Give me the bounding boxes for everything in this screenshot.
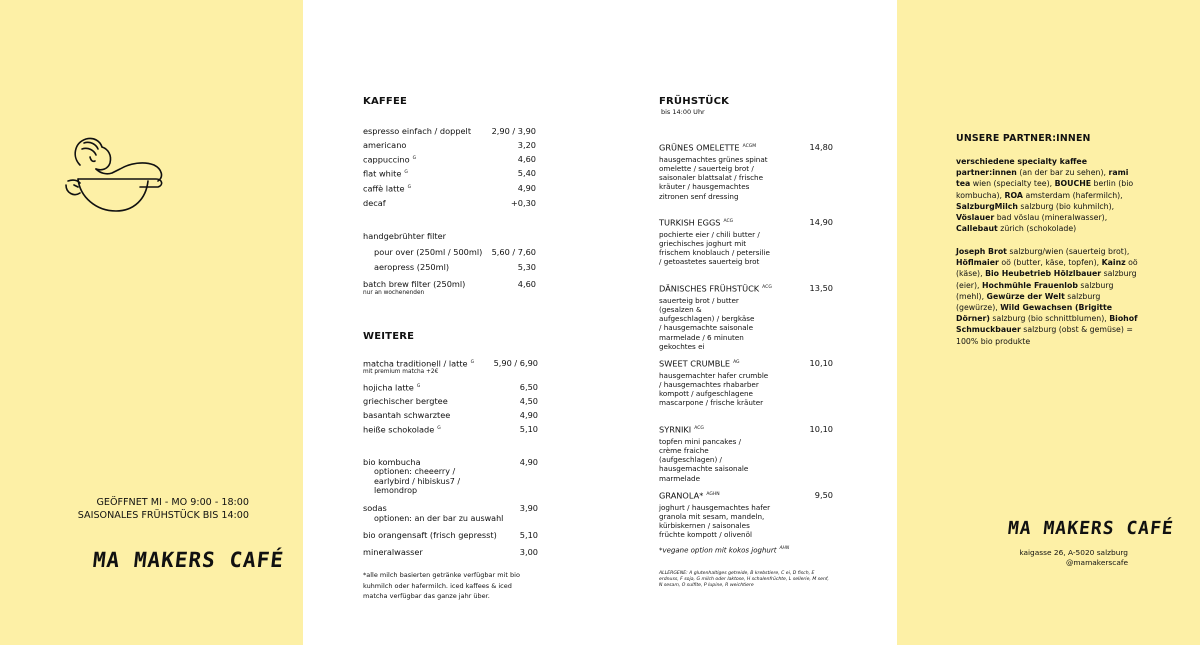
breakfast-item-header (659, 142, 833, 153)
partner-name: verschiedene specialty kaffee partner:innen (956, 157, 1088, 178)
breakfast-item (659, 424, 833, 483)
cup-character-illustration (60, 135, 168, 215)
item-name: SYRNIKI (659, 424, 692, 435)
breakfast-item (659, 142, 833, 201)
partner-name: Höflmaier (956, 258, 999, 268)
item-allergens: AGHN (706, 492, 720, 497)
item-price: 5,10 (519, 530, 538, 540)
partner-detail: zürich (schokolade) (997, 224, 1077, 234)
item-price: 13,50 (809, 283, 833, 293)
item-description: sauerteig brot / butter (gesalzen & aufgeschlagen) / bergkäse / hausgemachte saisonale marmelade / 6 minuten gekochtes ei (659, 295, 755, 351)
breakfast-item-header (659, 424, 833, 435)
item-price: 4,60 (517, 154, 536, 164)
item-price: 5,30 (517, 262, 536, 272)
partner-detail: salzburg (eier), (956, 269, 1137, 290)
item-label: bio kombucha (363, 457, 421, 467)
partner-name: BOUCHE (1054, 179, 1092, 189)
item-description: topfen mini pancakes / crème fraiche (aufgeschlagen) / hausgemachte saisonale marmelade (659, 436, 749, 483)
item-label: decaf (363, 198, 386, 208)
breakfast-item-header (659, 217, 833, 228)
breakfast-item-header (659, 283, 833, 294)
item-price: 3,90 (519, 503, 538, 513)
item-price: 3,20 (517, 140, 536, 150)
partner-name: Wild Gewachsen (Brigitte Dörner) (956, 303, 1112, 324)
item-name: DÄNISCHES FRÜHSTÜCK (659, 283, 760, 294)
vegan-note: *vegane option mit kokos joghurt $^{AHN}$ (659, 546, 790, 555)
partner-name: SalzburgMilch (956, 201, 1018, 211)
breakfast-item-header (659, 358, 833, 369)
partner-name: Kainz (1101, 258, 1126, 268)
fruehstueck-subtitle: bis 14:00 Uhr (661, 108, 705, 116)
partner-detail: wien (specialty tee), (970, 179, 1055, 189)
partner-detail: salzburg (obst & gemüse) = 100% bio produkte (956, 325, 1133, 346)
item-label: caffè latte $^G$ (363, 183, 412, 194)
item-label: cappuccino $^G$ (363, 154, 417, 165)
item-price: 5,10 (519, 424, 538, 434)
item-sub-note: mit premium matcha +2€ (363, 369, 439, 375)
item-label: aeropress (250ml) (374, 262, 450, 272)
partner-name: rami tea (956, 168, 1129, 189)
partner-detail: salzburg (mehl), (956, 280, 1114, 301)
address: kaigasse 26, A-5020 salzburg (1019, 548, 1128, 557)
item-allergens: ACG (762, 285, 772, 290)
item-price: 4,50 (519, 396, 538, 406)
item-name: TURKISH EGGS (659, 217, 721, 228)
breakfast-item-header (659, 490, 833, 501)
item-name: SWEET CRUMBLE (659, 358, 731, 369)
item-price: 14,80 (809, 142, 833, 152)
kombucha-options: optionen: cheeerry / earlybird / hibiskus7 / lemondrop (374, 467, 461, 496)
item-allergens: ACG (694, 426, 704, 431)
logo-text: MA MAKERS CAFÉ (1006, 518, 1175, 539)
menu-center (303, 0, 897, 645)
item-price: 5,60 / 7,60 (491, 247, 536, 257)
item-description: hausgemachtes grünes spinat omelette / sauerteig brot / saisonaler blattsalat / frische kräuter / hausgemachtes zitronen senf dressing (659, 154, 768, 201)
partner-name: Hochmühle Frauenlob (982, 280, 1078, 290)
left-panel (0, 0, 303, 645)
partner-detail: amsterdam (hafermilch), (1022, 190, 1123, 200)
item-allergens: ACGM (742, 144, 757, 149)
item-price: 4,90 (519, 457, 538, 467)
milk-footnote: *alle milch basierten getränke verfügbar mit bio kuhmilch oder hafermilch. iced kaffees & iced matcha verfügbar das ganze jahr über. (363, 571, 520, 600)
kaffee-title: KAFFEE (363, 96, 408, 107)
partner-name: Bio Heubetrieb Hölzlbauer (985, 269, 1102, 279)
partner-detail: salzburg/wien (sauerteig brot), (1006, 247, 1130, 256)
item-label: bio orangensaft (frisch gepresst) (363, 530, 497, 540)
item-description: hausgemachter hafer crumble / hausgemachtes rhabarber kompott / aufgeschlagene mascarpone / frische kräuter (659, 370, 769, 408)
partner-name: Biohof Schmuckbauer (956, 314, 1138, 335)
kaffee-column (363, 0, 538, 645)
breakfast-item (659, 283, 833, 351)
item-label: hojicha latte $^G$ (363, 382, 421, 393)
item-description: pochierte eier / chili butter / griechisches joghurt mit frischem knoblauch / petersilie / getoastetes sauerteig brot (659, 229, 770, 267)
breakfast-item (659, 358, 833, 408)
logo-text: MA MAKERS CAFÉ (91, 548, 286, 572)
partner-name: Vöslauer (956, 213, 995, 223)
right-panel (897, 0, 1200, 645)
breakfast-item (659, 217, 833, 267)
partner-detail: oö (käse), (956, 258, 1138, 279)
partner-detail: oö (butter, käse, topfen), (998, 258, 1102, 268)
filter-title: handgebrühter filter (363, 231, 447, 241)
partner-title: UNSERE PARTNER:INNEN (956, 133, 1091, 144)
item-label: sodas (363, 503, 387, 513)
item-price: +0,30 (510, 198, 536, 208)
partner-detail: salzburg (bio kuhmilch), (1017, 201, 1115, 211)
hours-line: GEÖFFNET MI - MO 9:00 - 18:00 (96, 497, 249, 508)
fruehstueck-title: FRÜHSTÜCK (659, 96, 730, 107)
item-price: 2,90 / 3,90 (491, 126, 536, 136)
item-price: 9,50 (814, 490, 833, 500)
item-label: heiße schokolade $^G$ (363, 424, 441, 435)
partner-name: Callebaut (956, 224, 998, 234)
item-label: matcha traditionell / latte $^G$ (363, 358, 475, 369)
item-label: mineralwasser (363, 547, 423, 557)
item-label: espresso einfach / doppelt (363, 126, 472, 136)
opening-hours (78, 496, 249, 522)
item-price: 6,50 (519, 382, 538, 392)
item-price: 5,90 / 6,90 (493, 358, 538, 368)
item-price: 5,40 (517, 168, 536, 178)
partner-name: ROA (1004, 190, 1023, 200)
item-label: flat white $^G$ (363, 168, 408, 179)
item-name: GRÜNES OMELETTE (659, 142, 740, 153)
weitere-title: WEITERE (363, 331, 415, 342)
partner-detail: berlin (bio kombucha), (956, 179, 1134, 200)
partner-detail: bad vöslau (mineralwasser), (994, 213, 1108, 223)
sodas-options: optionen: an der bar zu auswahl (374, 514, 504, 523)
item-price: 14,90 (809, 217, 833, 227)
item-price: 3,00 (519, 547, 538, 557)
partner-name: Joseph Brot (956, 247, 1007, 256)
partner-detail: salzburg (bio schnittblumen), (989, 314, 1110, 324)
item-label: griechischer bergtee (363, 396, 448, 406)
partner-name: Gewürze der Welt (986, 291, 1065, 301)
partner-detail: (an der bar zu sehen), (1016, 168, 1109, 178)
contact-info (1019, 548, 1128, 568)
item-allergens: ACG (723, 219, 734, 224)
fruehstueck-column (659, 0, 837, 645)
item-description: joghurt / hausgemachtes hafer granola mit sesam, mandeln, kürbiskernen / saisonales früchte kompott / olivenöl (659, 502, 771, 540)
partner-list-food (956, 246, 1141, 347)
item-price: 4,90 (517, 183, 536, 193)
item-price: 4,60 (517, 279, 536, 289)
item-label: americano (363, 140, 407, 150)
partner-detail: salzburg (gewürze), (956, 291, 1101, 313)
item-label: basantah schwarztee (363, 410, 451, 420)
item-label: batch brew filter (250ml) (363, 279, 466, 289)
item-price: 10,10 (809, 358, 833, 368)
item-price: 10,10 (809, 424, 833, 434)
partner-list-drinks (956, 156, 1141, 234)
item-price: 4,90 (519, 410, 538, 420)
breakfast-item (659, 490, 833, 540)
item-name: GRANOLA* (659, 490, 704, 501)
batch-note: nur an wochenenden (363, 290, 425, 296)
allergen-legend: ALLERGENE: A glutenhaltiges getreide, B krebstiere, C ei, D fisch, E erdnuss, F soja, G milch oder laktose, H schalenfrüchte, L sellerie, M senf, N sesam, O sulfite, P lupine, R weichtiere (659, 571, 829, 588)
item-allergens: AG (733, 360, 740, 365)
breakfast-hours-line: SAISONALES FRÜHSTÜCK BIS 14:00 (77, 510, 249, 521)
instagram-handle: @mamakerscafe (1065, 558, 1128, 567)
item-label: pour over (250ml / 500ml) (374, 247, 483, 257)
